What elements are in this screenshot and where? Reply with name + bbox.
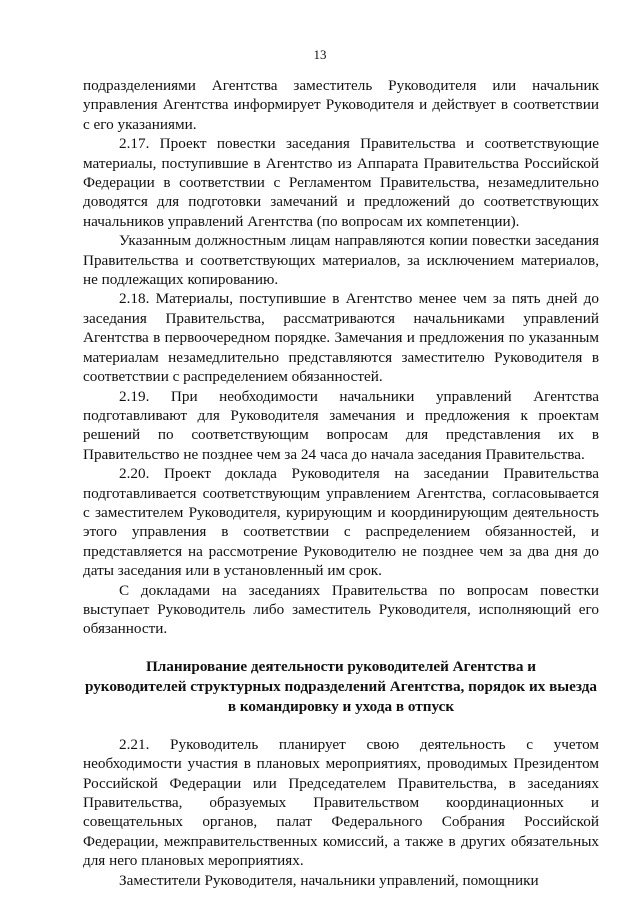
paragraph: Заместители Руководителя, начальники управлений, помощники [119,871,539,889]
paragraph: подразделениями Агентства заместитель Руководителя или начальник управления Агентства информирует Руководителя и действует в соответствии с его указаниями. [83,77,599,133]
heading-line: в командировку и ухода в отпуск [227,697,455,715]
paragraph: С докладами на заседаниях Правительства по вопросам повестки выступает Руководитель либо заместитель Руководителя, исполняющий его обязанности. [83,581,599,638]
paragraph-2-18: 2.18. Материалы, поступившие в Агентство менее чем за пять дней до заседания Правительства, рассматриваются начальниками управлений Агентства в первоочередном порядке. Замечания и предложения по указанным материалам незамедлительно представляются заместителю Руководителя в соответствии с распределением обязанностей. [83,290,599,386]
heading-line: руководителей структурных подразделений Агентства, порядок их выезда [84,677,598,695]
section-heading [83,657,599,717]
paragraph-2-19: 2.19. При необходимости начальники управлений Агентства подготавливают для Руководителя замечания и предложения к проектам решений по соответствующим вопросам для представления их в Правительство не позднее чем за 24 часа до начала заседания Правительства. [83,387,599,463]
paragraph-2-20: 2.20. Проект доклада Руководителя на заседании Правительства подготавливается соответствующим управлением Агентства, согласовывается с заместителем Руководителя, курирующим и координирующим деятельность этого управления в соответствии с распределением обязанностей, и представляется на рассмотрение Руководителю не позднее чем за два дня до даты заседания или в установленный им срок. [83,465,599,580]
paragraph-2-21: 2.21. Руководитель планирует свою деятельность с учетом необходимости участия в плановых мероприятиях, проводимых Президентом Российской Федерации или Председателем Правительства, в заседаниях Правительства, образуемых Правительством координационных и совещательных органов, палат Федерального Собрания Российской Федерации, межправительственных комиссий, а также в других обязательных для него плановых мероприятиях. [83,735,599,870]
page-number: 13 [313,47,327,62]
document-body [83,76,599,890]
paragraph-2-17: 2.17. Проект повестки заседания Правительства и соответствующие материалы, поступившие в Агентство из Аппарата Правительства Российской Федерации в соответствии с Регламентом Правительства, незамедлительно доводятся для подготовки замечаний и предложений до соответствующих начальников управлений Агентства (по вопросам их компетенции). [83,135,599,230]
heading-line: Планирование деятельности руководителей Агентства и [145,657,537,675]
paragraph: Указанным должностным лицам направляются копии повестки заседания Правительства и соответствующих материалов, за исключением материалов, не подлежащих копированию. [83,232,599,289]
